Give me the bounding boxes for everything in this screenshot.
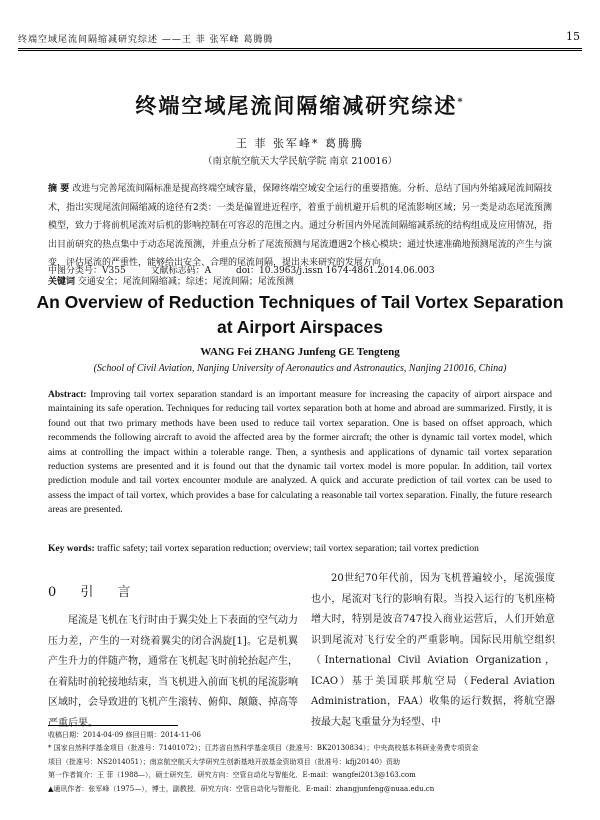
english-keywords-text: traffic safety; tail vortex separation reduction; overview; tail vortex separation; tail vortex prediction (97, 544, 479, 554)
footnote-fund-1: * 国家自然科学基金项目（批准号：71401072）；江苏省自然科学基金项目（批准号：BK20130834）；中央高校基本科研业务费专项资金 (48, 744, 479, 753)
english-title-line2: at Airport Airspaces (217, 317, 383, 337)
english-authors: WANG Fei ZHANG Junfeng GE Tengteng (200, 346, 400, 358)
chinese-keywords-text: 交通安全；尾流间隔缩减；综述；尾流间隔；尾流预测 (77, 276, 294, 287)
section-heading-introduction: 0 引 言 (48, 585, 141, 600)
page-number: 15 (566, 30, 580, 43)
english-keywords (48, 542, 552, 556)
running-title: 终端空域尾流间隔缩减研究综述 ——王 菲 张军峰 葛腾腾 (18, 35, 274, 45)
document-code: 文献标志码：A (150, 266, 212, 276)
footnote-corresponding: ▲通讯作者：张军峰（1975—），博士，副教授．研究方向：空管自动化与智能化．E-mail：zhangjunfeng@nuaa.edu.cn (48, 784, 435, 793)
chinese-title (0, 90, 600, 120)
footnote-first-author: 第一作者简介：王 菲（1988—），硕士研究生．研究方向：空管自动化与智能化．E-mail：wangfei2013@163.com (48, 771, 416, 780)
footnotes (48, 729, 552, 796)
chinese-abstract-text: 改进与完善尾流间隔标准是提高终端空域容量，保障终端空域安全运行的重要措施。分析、总结了国内外缩减尾流间隔技术，指出实现尾流间隔缩减的途径有2类：一类是偏置进近程序，着重于前机避开后机的尾流影响区域；另一类是动态尾流预测模型，致力于将前机尾流对后机的影响控制在可容忍的范围之内。通过分析国内外尾流间隔缩减系统的结构组成及应用情况，指出目前研究的热点集中于动态尾流预测，并重点分析了尾流预测与尾流遭遇2个核心模块；通过快速准确地预测尾流的产生与演变，评估尾流的严重性，能够给出安全、合理的尾流间隔，提出未来研究的发展方向。 (48, 184, 553, 268)
running-header (18, 30, 582, 46)
footnote-rule (48, 725, 178, 726)
english-abstract (48, 388, 552, 518)
english-keywords-label: Key words: (48, 544, 95, 554)
chinese-keywords-label: 关键词 (48, 276, 76, 287)
body-left-column: 尾流是飞机在飞行时由于翼尖处上下表面的空气动力压力差，产生的一对绕着翼尖的闭合涡旋[1]。它是机翼产生升力的伴随产物，通常在飞机起飞时前轮抬起产生，在着陆时前轮接地结束，当飞机进入前面飞机的尾流影响区域时，会导致进的飞机产生滚转、俯仰、颠簸、掉高等严重后果。 (48, 615, 298, 729)
chinese-abstract-label: 摘 要 (48, 184, 70, 194)
english-abstract-text: Improving tail vortex separation standard is an important measure for increasing the capacity of airport airspace and maintaining its safe operation. Techniques for reducing tail vortex separation both at home and abroad are summarized. Firstly, it is found out that two primary methods have been used to reduce tail vortex separation. One is based on offset approach, which recommends the following aircraft to avoid the affected area by the former aircraft; the other is dynamic tail vortex model, which aims at controlling the impact within a tolerable range. Then, a synthesis and applications of dynamic tail vortex separation reduction systems are presented and it is found out that the dynamic tail vortex model is more popular. In addition, tail vortex prediction module and tail vortex encounter module are analyzed. A quick and accurate prediction of tail vortex can be used to assess the impact of tail vortex, which provides a base for calculating a reasonable tail vortex separation. Finally, the future research areas are presented. (48, 390, 552, 516)
english-title-line1: An Overview of Reduction Techniques of Tail Vortex Separation (36, 292, 564, 312)
chinese-affiliation: （南京航空航天大学民航学院 南京 210016） (202, 156, 398, 167)
english-affiliation: (School of Civil Aviation, Nanjing University of Aeronautics and Astronautics, Nanjing 210016, China) (93, 363, 507, 374)
header-rule-thin (18, 50, 582, 51)
chinese-title-text: 终端空域尾流间隔缩减研究综述 (135, 93, 458, 118)
english-title (0, 290, 600, 340)
footnote-fund-2: 项目（批准号：NS2014051）；南京航空航天大学研究生创新基地开放基金资助项目（批准号：kfjj20140）资助 (48, 757, 401, 766)
header-rule (18, 48, 582, 49)
title-footnote-mark: * (457, 97, 465, 108)
english-abstract-label: Abstract: (48, 390, 87, 400)
footnote-received: 收稿日期：2014-04-09 修回日期：2014-11-06 (48, 731, 201, 739)
classification-line (48, 262, 552, 280)
clc-number: 中图分类号：V355 (48, 266, 126, 276)
doi: doi：10.3963/j.issn 1674-4861.2014.06.003 (235, 266, 435, 276)
body-right-column: 20世纪70年代前，因为飞机普遍较小，尾流强度也小，尾流对飞行的影响有限。当投入运行的飞机座椅增大时，特别是波音747投入商业运营后，人们开始意识到尾流对飞行安全的严重影响。国际民用航空组织（International Civil Aviation Organization，ICAO）基于美国联邦航空局（Federal Aviation Administration，FAA）收集的运行数据，将航空器按最大起飞重量分为轻型、中 (311, 573, 555, 728)
chinese-authors: 王 菲 张军峰* 葛腾腾 (236, 137, 364, 150)
